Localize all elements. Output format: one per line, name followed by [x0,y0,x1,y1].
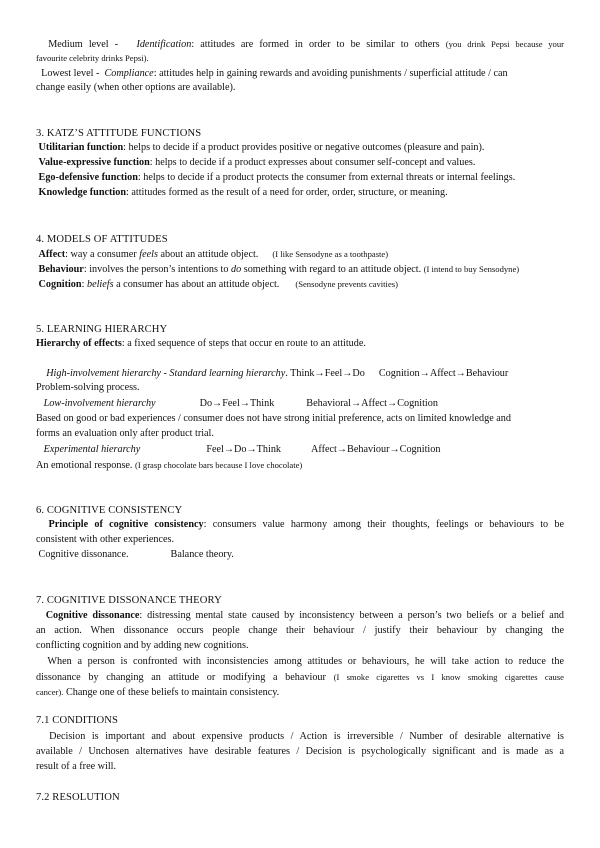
consistency-items: Cognitive dissonance. Balance theory. [38,549,234,560]
dissonance-def-1: Cognitive dissonance: distressing mental state caused by inconsistency between a person’s two beliefs or a belief and [45,610,565,621]
resolution-heading: 7.2 RESOLUTION [36,792,120,803]
hierarchy-of-effects: Hierarchy of effects: a fixed sequence of steps that occur en route to an attitude. [36,338,366,349]
low-involvement-desc-2: forms an evaluation only after product trial. [36,428,214,439]
high-involvement-line: High-involvement hierarchy - Standard learning hierarchy. Think→Feel→Do Cognition→Affect→Behaviour [46,368,509,379]
katz-knowledge: Knowledge function: attitudes formed as the result of a need for order, order, structure, or meaning. [38,187,448,198]
models-cognition: Cognition: beliefs a consumer has about an attitude object. (Sensodyne prevents cavities) [38,279,398,290]
models-heading: 4. MODELS OF ATTITUDES [36,234,168,245]
low-involvement-line: Low-involvement hierarchy Do→Feel→Think Behavioral→Affect→Cognition [43,398,438,409]
models-behaviour: Behaviour: involves the person’s intentions to do something with regard to an attitude object. (I intend to buy Sensodyne) [38,264,520,275]
dissonance-def-2: an action. When dissonance occurs people change their behaviour / justify their behaviour by changing the [36,625,564,636]
conditions-text-1: Decision is important and about expensive products / Action is irreversible / Number of desirable alternative is [49,731,564,742]
consistency-principle-1: Principle of cognitive consistency: consumers value harmony among their thoughts, feelings or behaviours to be [48,519,565,530]
dissonance-para2-1: When a person is confronted with inconsistencies among attitudes or behaviours, he will take action to reduce the [47,656,564,667]
lowest-level-line-1: Lowest level - Compliance: attitudes help in gaining rewards and avoiding punishments / superficial attitude / can [41,68,508,79]
medium-level-line-1: Medium level - Identification: attitudes are formed in order to be similar to others (you drink Pepsi because your [48,39,565,50]
katz-ego-defensive: Ego-defensive function: helps to decide if a product protects the consumer from external threats or internal feelings. [38,172,516,183]
low-involvement-desc-1: Based on good or bad experiences / consumer does not have strong initial preference, acts on limited knowledge and [36,413,511,424]
dissonance-heading: 7. COGNITIVE DISSONANCE THEORY [36,595,222,606]
conditions-text-3: result of a free will. [36,761,117,772]
dissonance-def-3: conflicting cognition and by adding new cognitions. [36,640,249,651]
medium-level-line-2: favourite celebrity drinks Pepsi). [36,53,149,63]
dissonance-para2-3: cancer). Change one of these beliefs to maintain consistency. [36,687,280,698]
katz-value-expressive: Value-expressive function: helps to decide if a product expresses about consumer self-concept and values. [38,157,476,168]
conditions-heading: 7.1 CONDITIONS [36,715,119,726]
katz-heading: 3. KATZ’S ATTITUDE FUNCTIONS [36,128,202,139]
consistency-principle-2: consistent with other experiences. [36,534,175,545]
models-affect: Affect: way a consumer feels about an attitude object. (I like Sensodyne as a toothpaste) [38,249,389,260]
dissonance-para2-2: dissonance by changing an attitude or modifying a behaviour (I smoke cigarettes vs I know smoking cigarettes cause [36,672,565,683]
experimental-line: Experimental hierarchy Feel→Do→Think Affect→Behaviour→Cognition [43,444,441,455]
experimental-desc: An emotional response. (I grasp chocolate bars because I love chocolate) [36,460,303,471]
katz-utilitarian: Utilitarian function: helps to decide if a product provides positive or negative outcomes (pleasure and pain). [38,142,485,153]
consistency-heading: 6. COGNITIVE CONSISTENCY [36,505,183,516]
conditions-text-2: available / Unchosen alternatives have desirable features / Decision is psychologically significant and is made as a [36,746,564,757]
high-involvement-desc: Problem-solving process. [36,382,140,393]
lowest-level-line-2: change easily (when other options are available). [36,82,236,93]
learning-heading: 5. LEARNING HIERARCHY [36,324,168,335]
